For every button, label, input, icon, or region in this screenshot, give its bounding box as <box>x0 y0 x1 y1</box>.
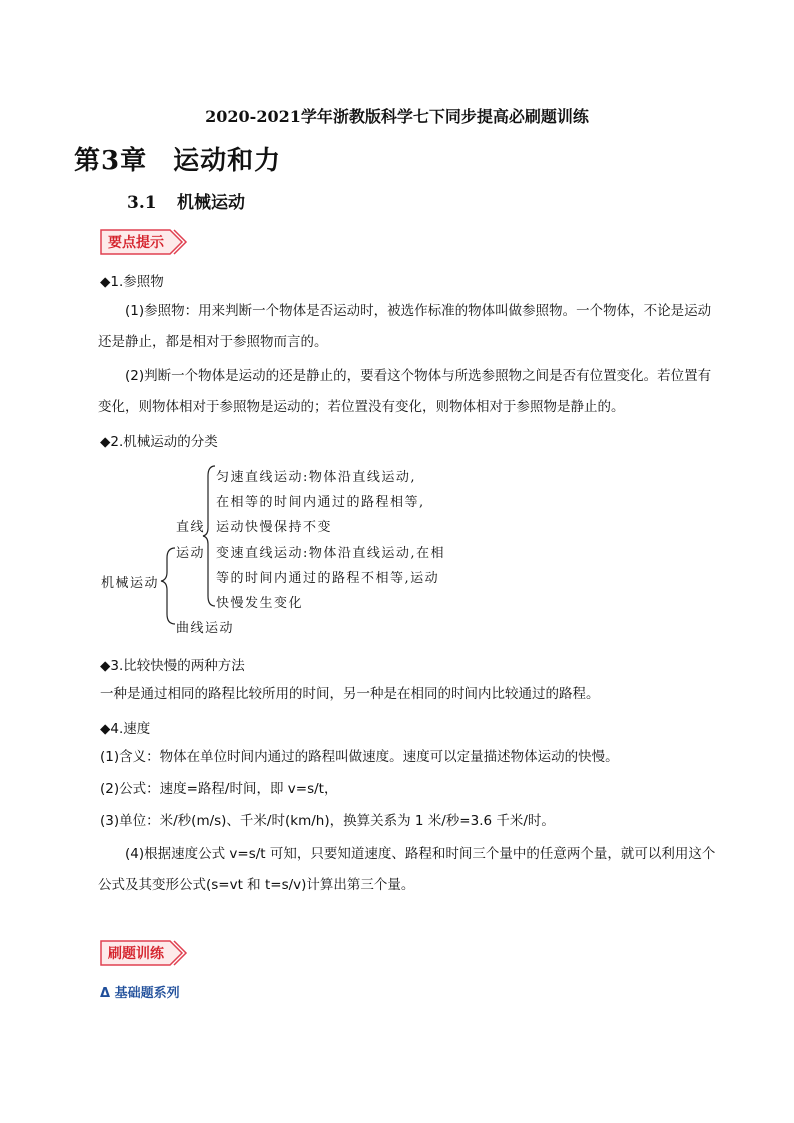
kp3-heading: ◆3.比较快慢的两种方法 <box>100 658 245 674</box>
diagram-linear-label-2: 运动 <box>176 546 206 561</box>
kp4-heading: ◆4.速度 <box>100 721 151 737</box>
kp4-paragraph-4: (4)根据速度公式 v=s/t 可知，只要知道速度、路程和时间三个量中的任意两个量，就可以利用这个公式及其变形公式(s=vt 和 t=s/v)计算出第三个量。 <box>98 846 716 893</box>
variable-motion-line-3: 快慢发生变化 <box>216 596 304 611</box>
variable-motion-line-1: 变速直线运动:物体沿直线运动,在相 <box>216 546 446 561</box>
basic-series-label: Δ 基础题系列 <box>100 986 180 1001</box>
section-name: 机械运动 <box>177 193 245 213</box>
chapter-number: 第3章 <box>74 146 148 176</box>
practice-label: 刷题训练 <box>108 946 164 962</box>
kp1-paragraph-1: (1)参照物：用来判断一个物体是否运动时，被选作标准的物体叫做参照物。一个物体，不论是运动还是静止，都是相对于参照物而言的。 <box>98 303 712 350</box>
practice-tag <box>100 939 190 967</box>
kp1-heading: ◆1.参照物 <box>100 274 164 290</box>
uniform-motion-line-1: 匀速直线运动:物体沿直线运动, <box>216 470 417 485</box>
kp2-heading: ◆2.机械运动的分类 <box>100 434 218 450</box>
kp4-paragraph-2: (2)公式：速度=路程/时间，即 v=s/t， <box>100 781 338 797</box>
uniform-motion-line-2: 在相等的时间内通过的路程相等, <box>216 495 425 510</box>
section-number: 3.1 <box>127 193 157 213</box>
kp4-paragraph-1: (1)含义：物体在单位时间内通过的路程叫做速度。速度可以定量描述物体运动的快慢。 <box>100 749 619 765</box>
document-title: 2020-2021学年浙教版科学七下同步提高必刷题训练 <box>205 107 589 126</box>
kp4-paragraph-3: (3)单位：米/秒(m/s)、千米/时(km/h)，换算关系为 1 米/秒=3.6 千米/时。 <box>100 813 555 829</box>
diagram-curve-label: 曲线运动 <box>176 621 235 636</box>
diagram-root-label: 机械运动 <box>101 576 160 591</box>
kp1-paragraph-2: (2)判断一个物体是运动的还是静止的，要看这个物体与所选参照物之间是否有位置变化。若位置有变化，则物体相对于参照物是运动的；若位置没有变化，则物体相对于参照物是静止的。 <box>98 368 712 415</box>
uniform-motion-line-3: 运动快慢保持不变 <box>216 520 333 535</box>
key-points-label: 要点提示 <box>108 235 164 251</box>
kp3-paragraph-1: 一种是通过相同的路程比较所用的时间，另一种是在相同的时间内比较通过的路程。 <box>100 686 600 702</box>
diagram-linear-label-1: 直线 <box>176 520 206 535</box>
chapter-name: 运动和力 <box>173 146 282 176</box>
variable-motion-line-2: 等的时间内通过的路程不相等,运动 <box>216 571 440 586</box>
